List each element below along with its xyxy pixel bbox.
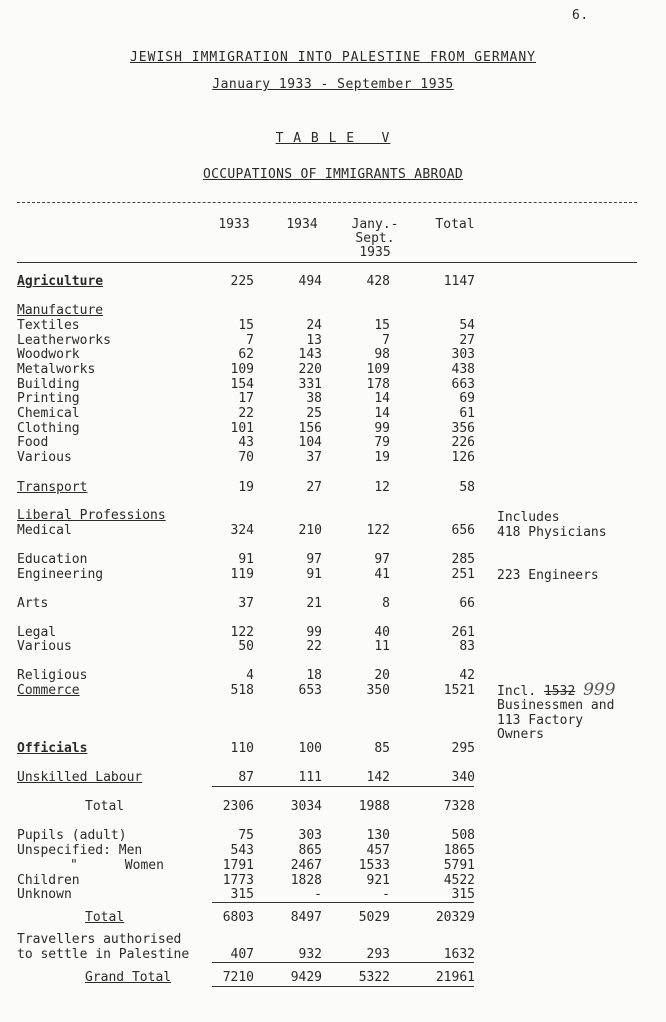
row-label: Legal [17, 625, 57, 640]
cell: 109 [366, 362, 390, 377]
cell: 20 [374, 668, 390, 683]
cell: 37 [238, 596, 254, 611]
cell: 457 [366, 843, 390, 858]
cell: 3034 [290, 799, 322, 814]
cell: 921 [366, 873, 390, 888]
row-label: Children [17, 873, 80, 888]
row-label: Pupils (adult) [17, 828, 127, 843]
cell: 220 [298, 362, 322, 377]
cell: 143 [298, 347, 322, 362]
cell: 1988 [358, 799, 390, 814]
cell: 110 [230, 741, 254, 756]
cell: 15 [374, 318, 390, 333]
cell: 154 [230, 377, 254, 392]
cell: 119 [230, 567, 254, 582]
cell: 543 [230, 843, 254, 858]
cell: 22 [306, 639, 322, 654]
struck-number: 1532 [543, 684, 576, 699]
note-commerce-line1 [497, 680, 616, 700]
cell: 156 [298, 421, 322, 436]
cell: 225 [230, 274, 254, 289]
cell: 428 [366, 274, 390, 289]
cell: 12 [374, 480, 390, 495]
cell: 261 [451, 625, 475, 640]
cell: 25 [306, 406, 322, 421]
cell: 315 [451, 887, 475, 902]
cell: 58 [459, 480, 475, 495]
cell: 19 [238, 480, 254, 495]
row-label: Metalworks [17, 362, 96, 377]
cell: 663 [451, 377, 475, 392]
cell: 11 [374, 639, 390, 654]
cell: 1147 [443, 274, 475, 289]
cell: 331 [298, 377, 322, 392]
cell: 66 [459, 596, 475, 611]
cell: 37 [306, 450, 322, 465]
note-medical-line1: Includes [497, 510, 560, 525]
cell: 2467 [290, 858, 322, 873]
row-label: Various [17, 450, 72, 465]
cell: 494 [298, 274, 322, 289]
cell: 285 [451, 552, 475, 567]
row-label-travellers-line2: to settle in Palestine [17, 947, 190, 962]
total1-rule [212, 786, 474, 787]
cell: 83 [459, 639, 475, 654]
cell: 1828 [290, 873, 322, 888]
col-header-total: Total [435, 217, 475, 232]
cell: 518 [230, 683, 254, 698]
note-incl: Incl. [497, 684, 537, 699]
table-label: T A B L E V [275, 131, 391, 146]
cell: 142 [366, 770, 390, 785]
row-label: Medical [17, 523, 72, 538]
col-header-1935-line3: 1935 [359, 245, 391, 260]
cell: 5322 [358, 970, 390, 985]
cell: 27 [459, 333, 475, 348]
cell: 62 [238, 347, 254, 362]
row-label: Engineering [17, 567, 104, 582]
cell: 109 [230, 362, 254, 377]
cell: 87 [238, 770, 254, 785]
handwritten-number: 999 [583, 680, 616, 700]
cell: 7 [246, 333, 254, 348]
note-commerce-line2: Businessmen and [497, 698, 615, 713]
grand-total-rule [212, 962, 474, 963]
cell: 101 [230, 421, 254, 436]
header-top-rule [17, 202, 637, 203]
cell: 4 [246, 668, 254, 683]
cell: - [314, 887, 322, 902]
cell: 1773 [222, 873, 254, 888]
cell: 295 [451, 741, 475, 756]
cell: 350 [366, 683, 390, 698]
row-label: Religious [17, 668, 88, 683]
row-label: Printing [17, 391, 80, 406]
cell: 303 [298, 828, 322, 843]
cell: 54 [459, 318, 475, 333]
cell: 324 [230, 523, 254, 538]
cell: - [382, 887, 390, 902]
cell: 79 [374, 435, 390, 450]
row-label: Transport [17, 480, 88, 495]
col-header-1934: 1934 [286, 217, 318, 232]
cell: 20329 [435, 910, 475, 925]
row-label: Building [17, 377, 80, 392]
cell: 315 [230, 887, 254, 902]
cell: 14 [374, 391, 390, 406]
cell: 1865 [443, 843, 475, 858]
cell: 7 [382, 333, 390, 348]
cell: 40 [374, 625, 390, 640]
cell: 17 [238, 391, 254, 406]
cell: 75 [238, 828, 254, 843]
row-label: Chemical [17, 406, 80, 421]
cell: 111 [298, 770, 322, 785]
cell: 438 [451, 362, 475, 377]
section-heading-liberal-professions: Liberal Professions [17, 508, 166, 523]
cell: 4522 [443, 873, 475, 888]
cell: 5029 [358, 910, 390, 925]
row-label: Officials [17, 741, 88, 756]
cell: 42 [459, 668, 475, 683]
row-label: Various [17, 639, 72, 654]
cell: 27 [306, 480, 322, 495]
cell: 130 [366, 828, 390, 843]
cell: 1632 [443, 947, 475, 962]
cell: 97 [306, 552, 322, 567]
cell: 865 [298, 843, 322, 858]
cell: 508 [451, 828, 475, 843]
cell: 1521 [443, 683, 475, 698]
cell: 69 [459, 391, 475, 406]
cell: 98 [374, 347, 390, 362]
cell: 303 [451, 347, 475, 362]
cell: 1791 [222, 858, 254, 873]
row-label-total: Total [85, 799, 125, 814]
cell: 99 [374, 421, 390, 436]
cell: 8497 [290, 910, 322, 925]
row-label: Unspecified: Men [17, 843, 143, 858]
cell: 14 [374, 406, 390, 421]
note-commerce-line4: Owners [497, 727, 544, 742]
col-header-1935-line2: Sept. [355, 231, 395, 246]
cell: 210 [298, 523, 322, 538]
row-label: Clothing [17, 421, 80, 436]
cell: 91 [306, 567, 322, 582]
cell: 5791 [443, 858, 475, 873]
row-label: Food [17, 435, 49, 450]
cell: 340 [451, 770, 475, 785]
row-label-total: Total [85, 910, 125, 925]
cell: 932 [298, 947, 322, 962]
row-label: Arts [17, 596, 49, 611]
page-number: 6. [572, 8, 589, 23]
header-bottom-rule [17, 262, 637, 263]
note-medical-line2: 418 Physicians [497, 525, 607, 540]
section-heading-manufacture: Manufacture [17, 303, 104, 318]
note-engineering: 223 Engineers [497, 568, 599, 583]
col-header-1933: 1933 [218, 217, 250, 232]
cell: 656 [451, 523, 475, 538]
cell: 1533 [358, 858, 390, 873]
row-label: Leatherworks [17, 333, 111, 348]
col-header-1935-line1: Jany.- [351, 217, 399, 232]
cell: 43 [238, 435, 254, 450]
row-label: Unknown [17, 887, 72, 902]
cell: 6803 [222, 910, 254, 925]
row-label-grand-total: Grand Total [85, 970, 172, 985]
row-label: Textiles [17, 318, 80, 333]
cell: 21961 [435, 970, 475, 985]
cell: 7210 [222, 970, 254, 985]
cell: 99 [306, 625, 322, 640]
row-label: Unskilled Labour [17, 770, 143, 785]
row-label-travellers-line1: Travellers authorised [17, 932, 182, 947]
cell: 122 [230, 625, 254, 640]
note-commerce-line3: 113 Factory [497, 713, 584, 728]
cell: 226 [451, 435, 475, 450]
cell: 15 [238, 318, 254, 333]
cell: 8 [382, 596, 390, 611]
cell: 356 [451, 421, 475, 436]
cell: 293 [366, 947, 390, 962]
document-title: JEWISH IMMIGRATION INTO PALESTINE FROM GERMANY [129, 50, 537, 65]
cell: 18 [306, 668, 322, 683]
cell: 126 [451, 450, 475, 465]
cell: 251 [451, 567, 475, 582]
document-subtitle: January 1933 - September 1935 [212, 77, 454, 92]
cell: 13 [306, 333, 322, 348]
cell: 178 [366, 377, 390, 392]
cell: 653 [298, 683, 322, 698]
cell: 407 [230, 947, 254, 962]
row-label: Agriculture [17, 274, 104, 289]
cell: 85 [374, 741, 390, 756]
total2-rule [212, 902, 474, 903]
row-label: " Women [70, 858, 164, 873]
cell: 70 [238, 450, 254, 465]
row-label: Woodwork [17, 347, 80, 362]
cell: 61 [459, 406, 475, 421]
cell: 7328 [443, 799, 475, 814]
cell: 41 [374, 567, 390, 582]
cell: 2306 [222, 799, 254, 814]
cell: 22 [238, 406, 254, 421]
cell: 50 [238, 639, 254, 654]
cell: 38 [306, 391, 322, 406]
cell: 91 [238, 552, 254, 567]
cell: 100 [298, 741, 322, 756]
grand-total-underline [212, 986, 474, 987]
cell: 19 [374, 450, 390, 465]
cell: 122 [366, 523, 390, 538]
row-label: Education [17, 552, 88, 567]
cell: 21 [306, 596, 322, 611]
cell: 24 [306, 318, 322, 333]
row-label: Commerce [17, 683, 80, 698]
cell: 97 [374, 552, 390, 567]
table-title: OCCUPATIONS OF IMMIGRANTS ABROAD [202, 167, 464, 182]
cell: 104 [298, 435, 322, 450]
cell: 9429 [290, 970, 322, 985]
